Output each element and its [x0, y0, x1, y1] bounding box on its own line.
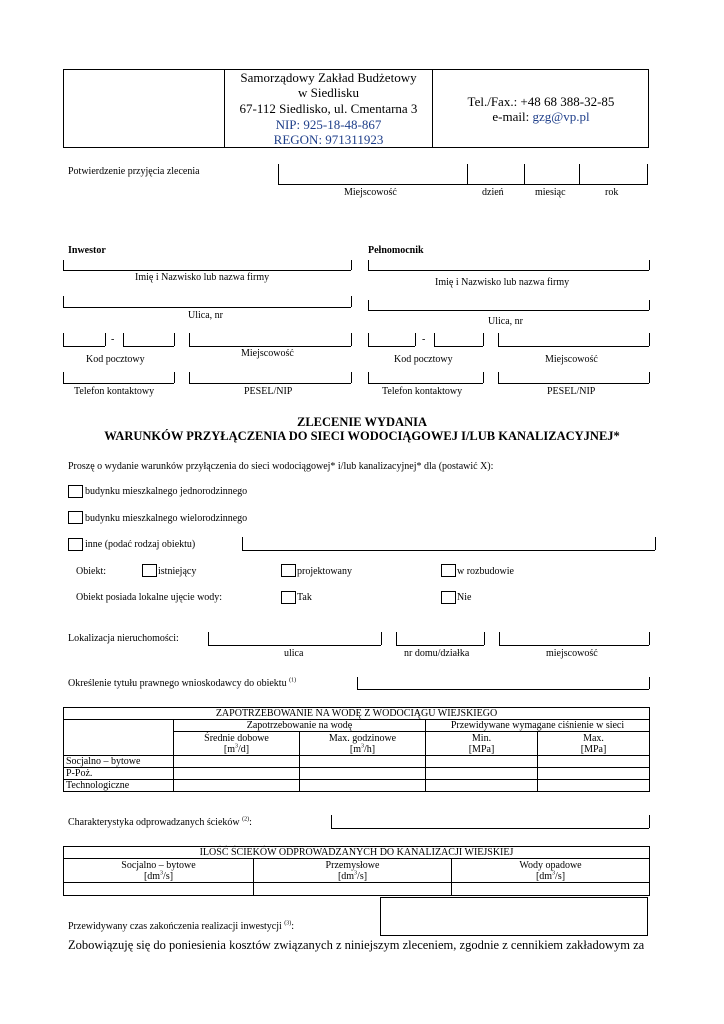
investor-pesel-field[interactable] [189, 383, 351, 384]
table-cell[interactable] [300, 756, 426, 768]
field-tick [649, 260, 650, 270]
sewage-char-colon: : [249, 817, 252, 828]
proxy-postcode-label: Kod pocztowy [394, 354, 453, 365]
table-cell[interactable] [452, 883, 650, 896]
unit-part: [dm [143, 870, 161, 882]
proxy-phone-label: Telefon kontaktowy [382, 386, 463, 397]
table-cell[interactable] [426, 756, 538, 768]
investor-title: Inwestor [68, 245, 106, 256]
field-tick [381, 632, 382, 645]
legal-title-field[interactable] [357, 689, 649, 690]
confirmation-year: rok [605, 187, 619, 198]
proxy-postcode-field-2[interactable] [434, 346, 483, 347]
field-tick [649, 333, 650, 346]
option-single-checkbox[interactable] [68, 485, 83, 498]
table-row [64, 768, 650, 780]
sewage-col-label: Przemysłowe [325, 859, 380, 871]
location-city-label: miejscowość [546, 648, 598, 659]
sewage-col-label: Socjalno – bytowe [121, 859, 196, 871]
sewage-char-field[interactable] [331, 828, 649, 829]
sewage-char-ref: (2) [242, 816, 250, 823]
field-tick [368, 260, 369, 270]
completion-ref: (3) [284, 920, 292, 927]
intake-no-checkbox[interactable] [441, 591, 456, 604]
confirmation-tick [467, 164, 468, 184]
intake-yes-label: Tak [297, 592, 312, 603]
investor-name-label: Imię i Nazwisko lub nazwa firmy [135, 272, 270, 283]
sewage-col-industrial [254, 859, 452, 883]
table-row [64, 780, 650, 792]
water-demand-table [63, 707, 650, 792]
table-cell[interactable] [254, 883, 452, 896]
proxy-city-field[interactable] [498, 346, 649, 347]
org-email-row [433, 109, 649, 124]
legal-title-ref: (1) [289, 677, 297, 684]
field-tick [368, 372, 369, 383]
option-other-checkbox[interactable] [68, 538, 83, 551]
unit-part: /h] [364, 743, 376, 755]
water-table-corner [64, 720, 174, 756]
field-tick [415, 333, 416, 346]
org-name-line2: w Siedlisku [297, 85, 360, 100]
table-cell[interactable] [426, 768, 538, 780]
intake-label: Obiekt posiada lokalne ujęcie wody: [76, 592, 223, 603]
field-tick [357, 677, 358, 689]
field-tick [174, 333, 175, 346]
table-cell[interactable] [300, 768, 426, 780]
table-cell[interactable] [174, 780, 300, 792]
confirmation-tick [524, 164, 525, 184]
intake-yes-checkbox[interactable] [281, 591, 296, 604]
org-address: 67-112 Siedlisko, ul. Cmentarna 3 [239, 101, 418, 116]
field-tick [649, 677, 650, 689]
completion-box[interactable] [380, 897, 648, 936]
water-min-unit: [MPa] [468, 743, 495, 755]
proxy-pesel-label: PESEL/NIP [547, 386, 596, 397]
option-multi-label: budynku mieszkalnego wielorodzinnego [85, 513, 248, 524]
field-tick [649, 632, 650, 645]
water-row-label: Technologiczne [64, 780, 174, 792]
field-tick [649, 815, 650, 828]
field-tick [105, 333, 106, 346]
field-tick [396, 632, 397, 645]
field-tick [655, 537, 656, 550]
investor-city-label: Miejscowość [241, 348, 294, 359]
unit-part: /s] [357, 870, 368, 882]
investor-phone-label: Telefon kontaktowy [74, 386, 155, 397]
org-regon: REGON: 971311923 [273, 132, 384, 147]
table-row [64, 883, 650, 896]
water-daily-label: Średnie dobowe [204, 732, 269, 744]
proxy-pesel-field[interactable] [498, 383, 649, 384]
option-other-label: inne (podać rodzaj obiektu) [85, 539, 196, 550]
water-table-max-header [538, 732, 650, 756]
object-expanding-label: w rozbudowie [457, 566, 514, 577]
table-cell[interactable] [538, 756, 650, 768]
table-cell[interactable] [300, 780, 426, 792]
proxy-phone-field[interactable] [368, 383, 483, 384]
proxy-title: Pełnomocnik [368, 245, 424, 256]
water-max-unit: [MPa] [580, 743, 607, 755]
sewage-col-unit [454, 871, 647, 882]
unit-sup: 3 [160, 870, 164, 877]
sewage-char-text: Charakterystyka odprowadzanych ścieków [68, 817, 240, 828]
field-tick [649, 300, 650, 310]
field-tick [351, 372, 352, 383]
location-street-label: ulica [284, 648, 304, 659]
location-street-field[interactable] [208, 645, 381, 646]
table-cell[interactable] [64, 883, 254, 896]
completion-text: Przewidywany czas zakończenia realizacji inwestycji [68, 921, 282, 932]
option-other-field[interactable] [242, 550, 655, 551]
investor-phone-field[interactable] [63, 383, 174, 384]
field-tick [483, 372, 484, 383]
field-tick [483, 333, 484, 346]
intake-no-label: Nie [457, 592, 472, 603]
object-existing-label: istniejący [158, 566, 197, 577]
org-email-link[interactable]: gzg@vp.pl [532, 109, 590, 124]
proxy-street-label: Ulica, nr [488, 316, 523, 327]
water-table-pressure-header: Przewidywane wymagane ciśnienie w sieci [426, 720, 650, 732]
org-email-label: e-mail: [492, 109, 530, 124]
sewage-char-label [68, 817, 252, 829]
confirmation-line [278, 184, 648, 185]
field-tick [351, 333, 352, 346]
location-label: Lokalizacja nieruchomości: [68, 633, 179, 644]
field-tick [208, 632, 209, 645]
object-existing-checkbox[interactable] [142, 564, 157, 577]
unit-sup: 3 [354, 870, 358, 877]
field-tick [174, 372, 175, 383]
option-single-label: budynku mieszkalnego jednorodzinnego [85, 486, 248, 497]
legal-title-label [68, 678, 296, 690]
investor-postcode-label: Kod pocztowy [86, 354, 145, 365]
confirmation-place: Miejscowość [344, 187, 397, 198]
water-table-title: ZAPOTRZEBOWANIE NA WODĘ Z WODOCIĄGU WIEJSKIEGO [64, 708, 650, 720]
org-name-line1: Samorządowy Zakład Budżetowy [240, 70, 417, 85]
sewage-col-label: Wody opadowe [519, 859, 582, 871]
form-title-line1: ZLECENIE WYDANIA [296, 415, 427, 429]
sewage-table [63, 846, 650, 896]
confirmation-tick [579, 164, 580, 184]
option-multi-checkbox[interactable] [68, 511, 83, 524]
proxy-postcode-field-1[interactable] [368, 346, 415, 347]
field-tick [63, 333, 64, 346]
confirmation-month: miesiąc [535, 187, 566, 198]
proxy-name-field[interactable] [368, 270, 649, 271]
unit-part: /s] [163, 870, 174, 882]
sewage-table-title: ILOŚĆ ŚCIEKÓW ODPROWADZANYCH DO KANALIZACJI WIEJSKIEJ [64, 847, 650, 859]
field-tick [484, 632, 485, 645]
completion-colon: : [291, 921, 295, 932]
investor-city-field[interactable] [189, 346, 351, 347]
unit-part: [dm [535, 870, 553, 882]
request-text: Proszę o wydanie warunków przyłączenia do sieci wodociągowej* i/lub kanalizacyjnej* dla (postawić X): [68, 461, 494, 472]
water-hourly-label: Max. godzinowe [328, 732, 397, 744]
field-tick [331, 815, 332, 828]
obligation-text: Zobowiązuję się do poniesienia kosztów związanych z niniejszym zleceniem, zgodnie z cennikiem zakładowym za [68, 938, 645, 952]
water-table-demand-header: Zapotrzebowanie na wodę [174, 720, 426, 732]
object-designed-label: projektowany [297, 566, 352, 577]
water-row-label: P-Poż. [64, 768, 174, 780]
confirmation-label: Potwierdzenie przyjęcia zlecenia [68, 166, 200, 177]
location-number-field[interactable] [396, 645, 484, 646]
field-tick [189, 333, 190, 346]
unit-part: /d] [238, 743, 250, 755]
table-cell[interactable] [174, 768, 300, 780]
water-table-daily-header [174, 732, 300, 756]
sewage-col-unit [256, 871, 449, 882]
org-tel: Tel./Fax.: +48 68 388-32-85 [467, 94, 615, 109]
field-tick [63, 260, 64, 270]
table-cell[interactable] [538, 780, 650, 792]
completion-label [68, 921, 294, 933]
field-tick [351, 296, 352, 307]
confirmation-tick [278, 164, 279, 184]
water-table-hourly-header [300, 732, 426, 756]
field-tick [499, 632, 500, 645]
confirmation-tick [647, 164, 648, 184]
field-tick [498, 372, 499, 383]
sewage-col-unit [66, 871, 251, 882]
water-min-label: Min. [471, 732, 492, 744]
table-cell[interactable] [538, 768, 650, 780]
field-tick [63, 372, 64, 383]
field-tick [368, 300, 369, 310]
field-tick [434, 333, 435, 346]
form-title-line2: WARUNKÓW PRZYŁĄCZENIA DO SIECI WODOCIĄGOWEJ I/LUB KANALIZACYJNEJ* [104, 429, 620, 443]
unit-part: [m [349, 743, 361, 755]
table-cell[interactable] [174, 756, 300, 768]
proxy-name-label: Imię i Nazwisko lub nazwa firmy [435, 277, 570, 288]
investor-postcode-field-2[interactable] [123, 346, 174, 347]
location-city-field[interactable] [499, 645, 649, 646]
table-cell[interactable] [426, 780, 538, 792]
location-number-label: nr domu/działka [404, 648, 470, 659]
water-hourly-unit [302, 744, 423, 755]
proxy-city-label: Miejscowość [545, 354, 598, 365]
field-tick [189, 372, 190, 383]
legal-title-text: Określenie tytułu prawnego wnioskodawcy do obiektu [68, 678, 287, 689]
investor-postcode-field-1[interactable] [63, 346, 105, 347]
water-daily-unit [176, 744, 297, 755]
sewage-col-social [64, 859, 254, 883]
table-row [64, 756, 650, 768]
field-tick [123, 333, 124, 346]
field-tick [351, 260, 352, 270]
object-label: Obiekt: [76, 566, 106, 577]
unit-sup: 3 [235, 743, 238, 750]
object-expanding-checkbox[interactable] [441, 564, 456, 577]
unit-sup: 3 [361, 743, 364, 750]
field-tick [649, 372, 650, 383]
investor-name-field[interactable] [63, 270, 351, 271]
water-table-min-header [426, 732, 538, 756]
field-tick [368, 333, 369, 346]
investor-street-field[interactable] [63, 307, 351, 308]
water-row-label: Socjalno – bytowe [64, 756, 174, 768]
unit-part: /s] [555, 870, 566, 882]
investor-postcode-dash: - [111, 334, 115, 345]
field-tick [242, 537, 243, 550]
investor-pesel-label: PESEL/NIP [244, 386, 293, 397]
investor-street-label: Ulica, nr [188, 310, 223, 321]
unit-part: [m [223, 743, 235, 755]
confirmation-day: dzień [482, 187, 504, 198]
proxy-street-field[interactable] [368, 310, 649, 311]
org-nip: NIP: 925-18-48-867 [275, 117, 382, 132]
proxy-postcode-dash: - [422, 334, 426, 345]
field-tick [63, 296, 64, 307]
field-tick [498, 333, 499, 346]
sewage-col-rain [452, 859, 650, 883]
unit-sup: 3 [552, 870, 556, 877]
object-designed-checkbox[interactable] [281, 564, 296, 577]
unit-part: [dm [337, 870, 355, 882]
water-max-label: Max. [583, 732, 604, 744]
